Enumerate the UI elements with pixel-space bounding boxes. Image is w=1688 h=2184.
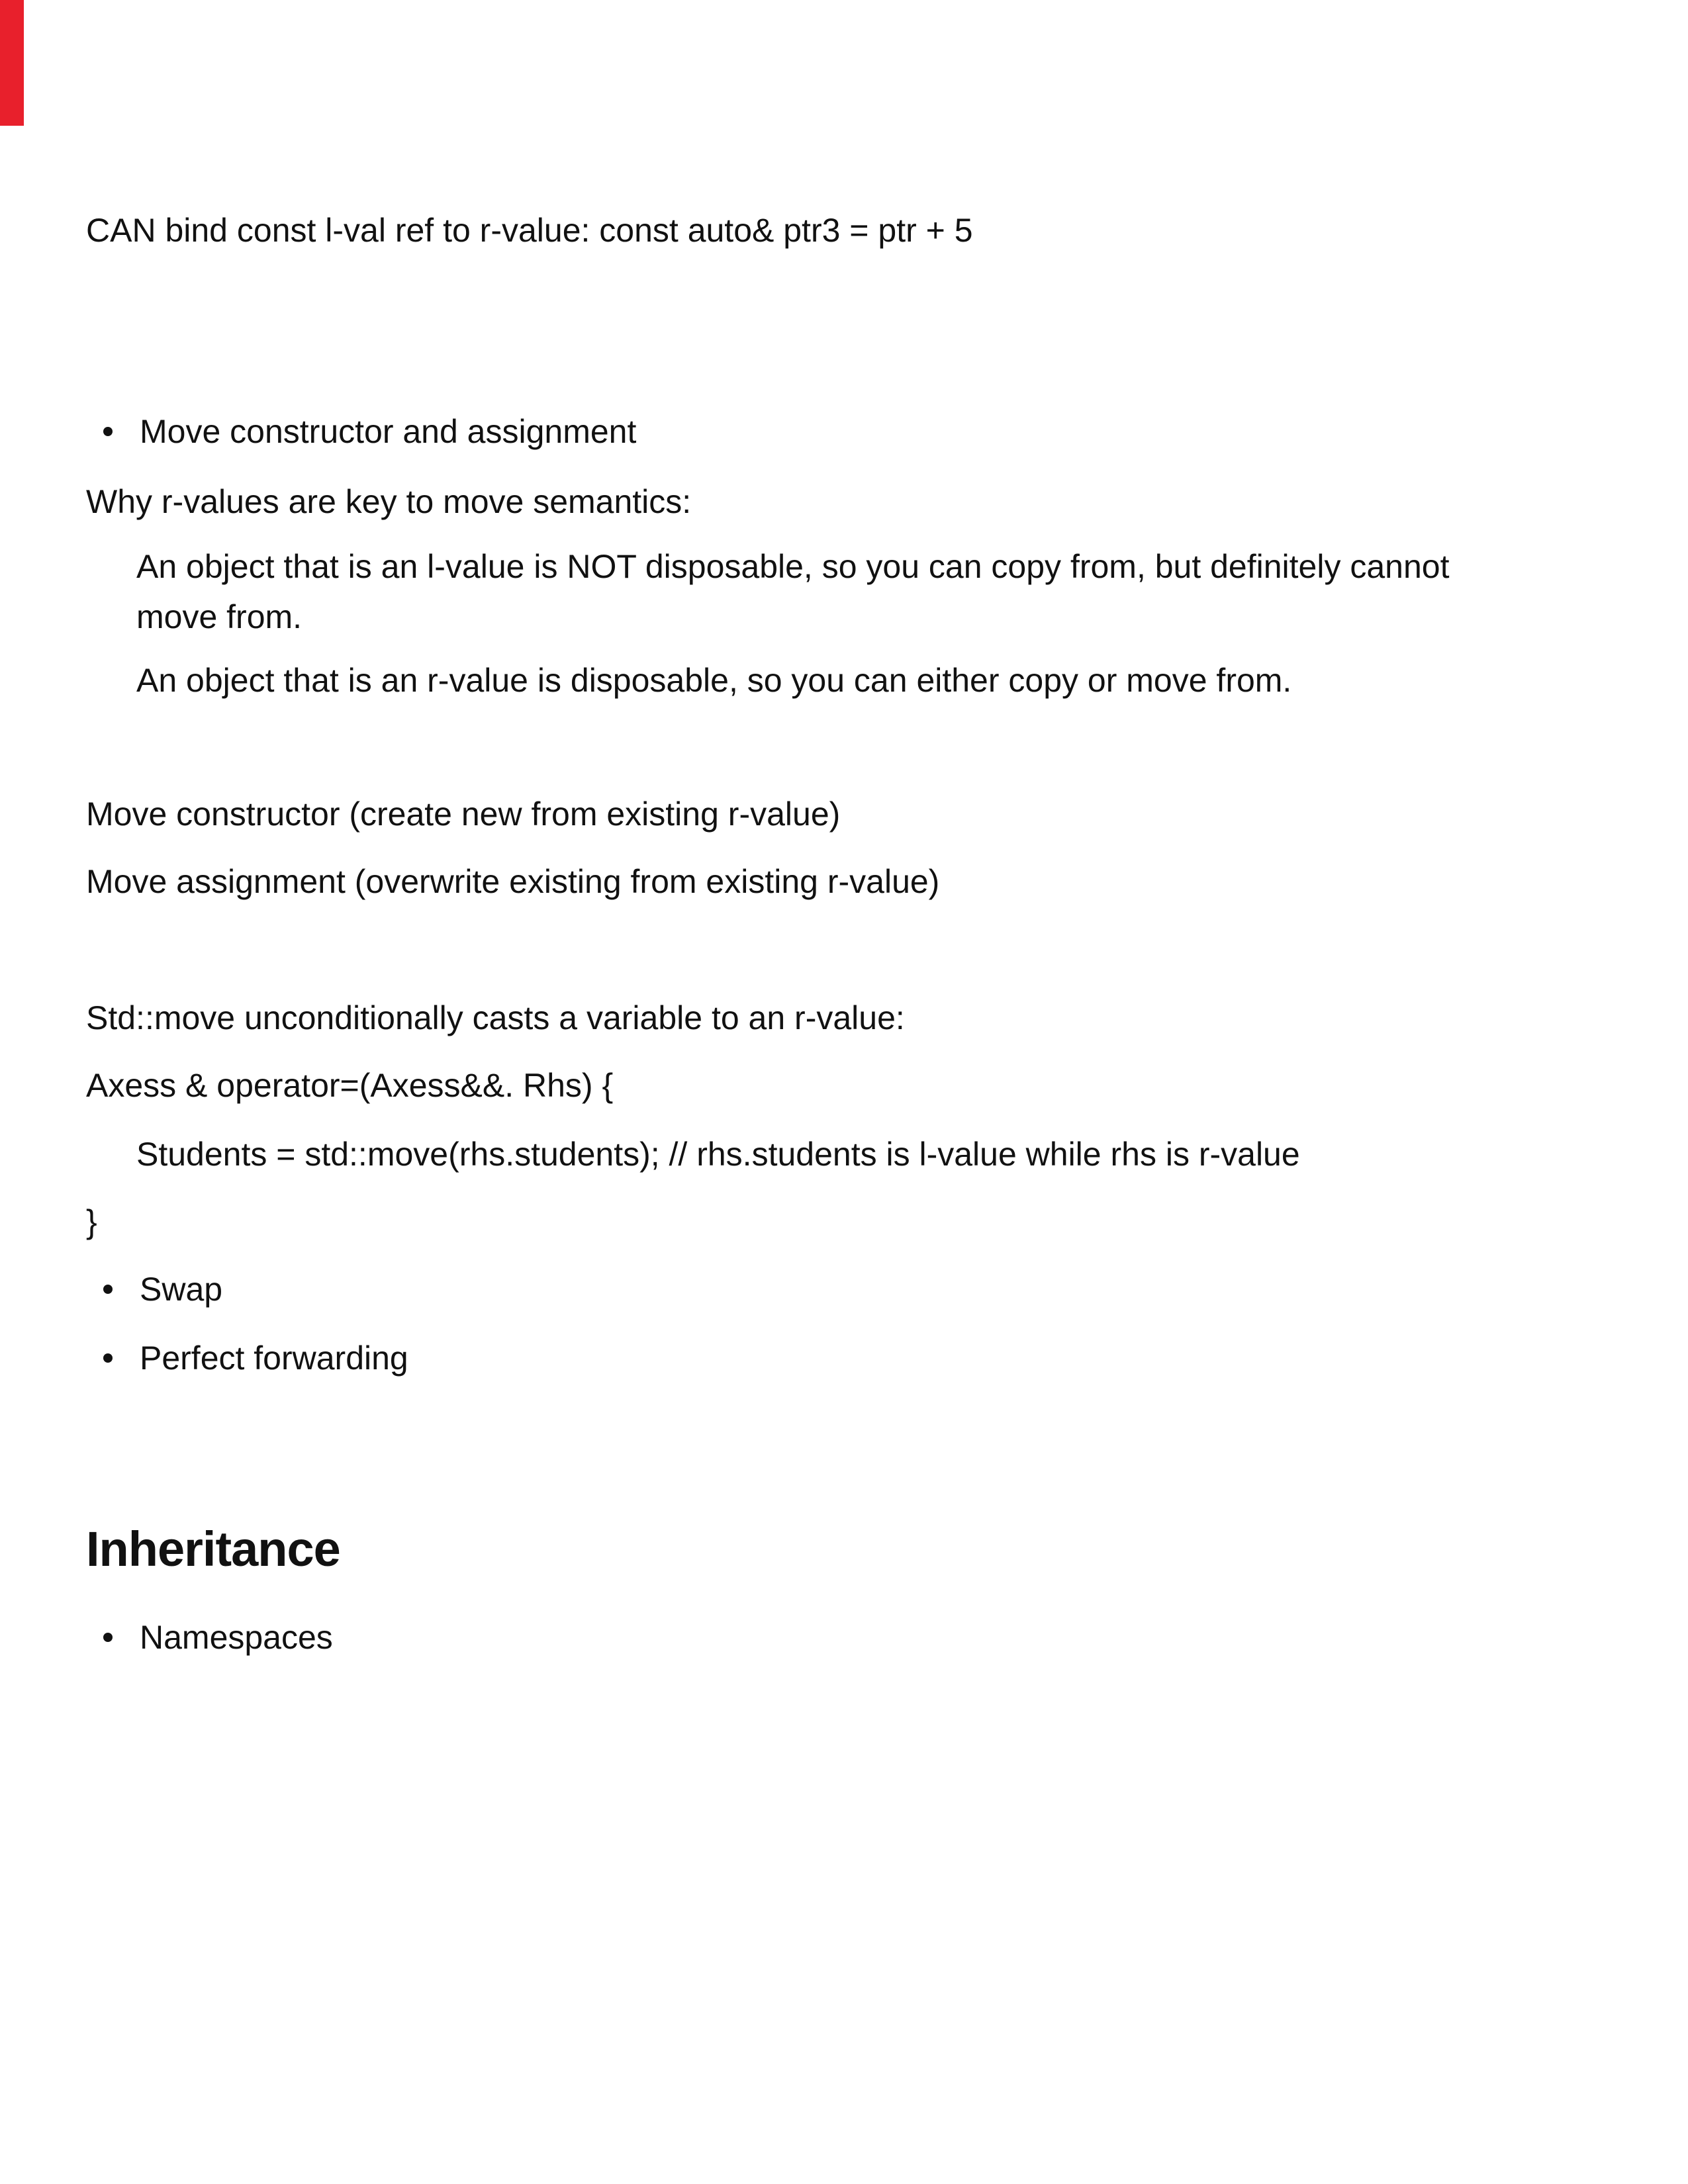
bullet-item-perfect-forwarding xyxy=(103,1338,408,1378)
note-line-can-bind: CAN bind const l-val ref to r-value: const auto& ptr3 = ptr + 5 xyxy=(86,212,973,249)
bullet-icon xyxy=(103,427,113,436)
code-line-closing-brace: } xyxy=(86,1203,97,1240)
note-line-why-rvalues: Why r-values are key to move semantics: xyxy=(86,483,692,520)
bullet-label-swap: Swap xyxy=(140,1271,223,1308)
bullet-item-swap xyxy=(103,1269,222,1309)
section-heading-inheritance: Inheritance xyxy=(86,1522,340,1576)
bullet-label-perfect-forwarding: Perfect forwarding xyxy=(140,1340,408,1377)
bullet-icon xyxy=(103,1285,113,1294)
bullet-icon xyxy=(103,1633,113,1642)
paragraph-lvalue xyxy=(136,541,1566,642)
paragraph-lvalue-line2: move from. xyxy=(136,598,303,635)
bullet-item-namespaces xyxy=(103,1617,333,1657)
note-line-std-move: Std::move unconditionally casts a variable to an r-value: xyxy=(86,999,905,1036)
note-line-move-constructor: Move constructor (create new from existing r-value) xyxy=(86,796,841,833)
bullet-icon xyxy=(103,1353,113,1363)
bullet-label-namespaces: Namespaces xyxy=(140,1619,333,1656)
bullet-item-move-constructor xyxy=(103,412,636,451)
red-edge-marker xyxy=(0,0,24,126)
paragraph-rvalue: An object that is an r-value is disposable, so you can either copy or move from. xyxy=(136,662,1292,699)
code-line-students-move: Students = std::move(rhs.students); // rhs.students is l-value while rhs is r-value xyxy=(136,1136,1300,1173)
paragraph-lvalue-line1: An object that is an l-value is NOT disposable, so you can copy from, but definitely cannot xyxy=(136,548,1450,585)
code-line-operator-signature: Axess & operator=(Axess&&. Rhs) { xyxy=(86,1067,614,1104)
bullet-label-move-constructor: Move constructor and assignment xyxy=(140,413,637,450)
note-line-move-assignment: Move assignment (overwrite existing from existing r-value) xyxy=(86,863,940,900)
